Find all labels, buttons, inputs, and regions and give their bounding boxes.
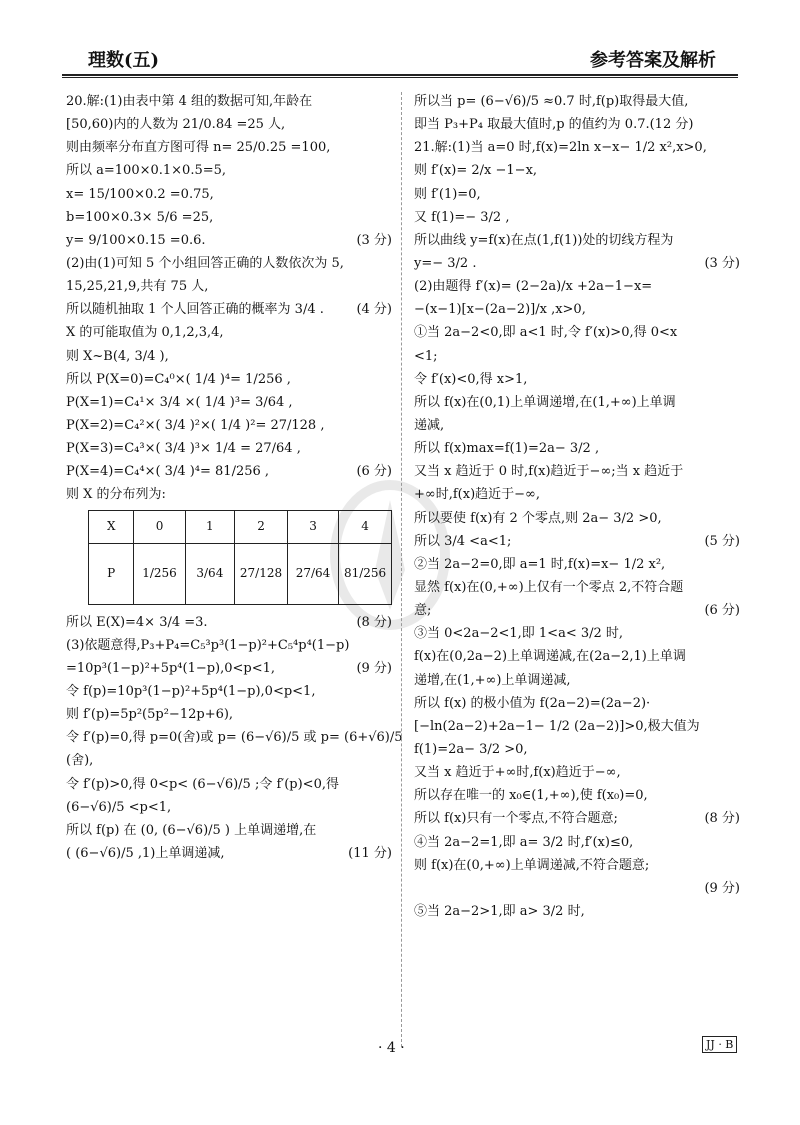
- text-line: [66, 821, 392, 841]
- table-cell: 27/128: [235, 543, 288, 604]
- table-cell: X: [89, 510, 134, 543]
- score-mark: (9 分): [356, 660, 392, 676]
- line-text: 则 X~B(4, 3/4 ),: [66, 348, 169, 364]
- line-text: (3)依题意得,P₃+P₄=C₅³p³(1−p)²+C₅⁴p⁴(1−p): [66, 637, 350, 653]
- line-text: [−ln(2a−2)+2a−1− 1/2 (2a−2)]>0,极大值为: [414, 718, 700, 734]
- text-line: [414, 138, 740, 158]
- table-row-x: [89, 510, 392, 543]
- text-line: [66, 613, 392, 633]
- line-text: [50,60)内的人数为 21/0.84 =25 人,: [66, 117, 286, 133]
- line-text: 所以 f(x)max=f(1)=2a− 3/2 ,: [414, 441, 600, 457]
- text-line: [66, 462, 392, 482]
- line-text: 所以 f(p) 在 (0, (6−√6)/5 ) 上单调递增,在: [66, 822, 317, 838]
- text-line: [414, 92, 740, 112]
- line-text: 则 X 的分布列为:: [66, 487, 166, 503]
- line-text: 所以 f(x)在(0,1)上单调递增,在(1,+∞)上单调: [414, 394, 676, 410]
- score-mark: (3 分): [704, 255, 740, 271]
- line-text: 20.解:(1)由表中第 4 组的数据可知,年龄在: [66, 94, 313, 109]
- text-line: [66, 485, 392, 505]
- line-text: ①当 2a−2<0,即 a<1 时,令 f′(x)>0,得 0<x: [414, 325, 678, 341]
- line-text: ③当 0<2a−2<1,即 1<a< 3/2 时,: [414, 626, 624, 642]
- text-line: [66, 705, 392, 725]
- line-text: 所以曲线 y=f(x)在点(1,f(1))处的切线方程为: [414, 232, 674, 248]
- text-line: [414, 323, 740, 343]
- text-line: [66, 728, 403, 748]
- line-text: =10p³(1−p)²+5p⁴(1−p),0<p<1,: [66, 660, 276, 676]
- text-line: [414, 485, 740, 505]
- line-text: 所以要使 f(x)有 2 个零点,则 2a− 3/2 >0,: [414, 510, 662, 526]
- table-cell: 1/256: [134, 543, 185, 604]
- text-line: [414, 393, 740, 413]
- line-text: 则 f′(p)=5p²(5p²−12p+6),: [66, 707, 234, 723]
- line-text: P(X=4)=C₄⁴×( 3/4 )⁴= 81/256 ,: [66, 464, 270, 480]
- text-line: [414, 462, 740, 482]
- table-cell: 3/64: [185, 543, 234, 604]
- score-mark: (3 分): [356, 232, 392, 248]
- text-line: [66, 138, 392, 158]
- text-line: [414, 902, 740, 922]
- right-column: [414, 92, 740, 925]
- line-text: b=100×0.3× 5/6 =25,: [66, 209, 214, 225]
- text-line: [66, 682, 392, 702]
- text-line: [414, 578, 740, 598]
- text-line: [414, 624, 740, 644]
- table-cell: 1: [185, 510, 234, 543]
- line-text: 令 f′(x)<0,得 x>1,: [414, 371, 528, 387]
- line-text: 所以 P(X=0)=C₄⁰×( 1/4 )⁴= 1/256 ,: [66, 371, 291, 387]
- line-text: 所以 E(X)=4× 3/4 =3.: [66, 614, 208, 630]
- column-divider: [401, 92, 402, 1047]
- line-text: ⑤当 2a−2>1,即 a> 3/2 时,: [414, 903, 585, 919]
- text-line: [414, 347, 740, 367]
- line-text: 令 f(p)=10p³(1−p)²+5p⁴(1−p),0<p<1,: [66, 683, 316, 699]
- line-text: 意;: [414, 603, 432, 619]
- text-line: [414, 254, 740, 274]
- text-line: [66, 300, 392, 320]
- line-text: 递减,: [414, 417, 445, 433]
- text-line: [66, 370, 392, 390]
- line-text: y= 9/100×0.15 =0.6.: [66, 232, 206, 248]
- text-line: [414, 786, 740, 806]
- text-line: [414, 300, 740, 320]
- text-line: [66, 636, 392, 656]
- table-cell: P: [89, 543, 134, 604]
- table-cell: 0: [134, 510, 185, 543]
- line-text: 令 f′(p)>0,得 0<p< (6−√6)/5 ;令 f′(p)<0,得: [66, 776, 339, 792]
- line-text: 则由频率分布直方图可得 n= 25/0.25 =100,: [66, 140, 331, 156]
- table-cell: 2: [235, 510, 288, 543]
- text-line: [414, 208, 740, 228]
- text-line: [414, 717, 740, 737]
- text-line: [66, 208, 392, 228]
- text-line: [414, 509, 740, 529]
- text-line: [66, 393, 392, 413]
- text-line: [66, 231, 392, 251]
- line-text: f(1)=2a− 3/2 >0,: [414, 741, 528, 757]
- text-line: [66, 798, 392, 818]
- line-text: 所以随机抽取 1 个人回答正确的概率为 3/4 .: [66, 302, 324, 318]
- table-cell: 4: [339, 510, 392, 543]
- header-rule: [62, 74, 738, 76]
- text-line: [66, 751, 392, 771]
- score-mark: (8 分): [704, 811, 740, 827]
- text-line: [66, 844, 392, 864]
- line-text: (2)由题得 f′(x)= (2−2a)/x +2a−1−x=: [414, 279, 653, 295]
- score-mark: (6 分): [356, 464, 392, 480]
- table-cell: 3: [287, 510, 338, 543]
- score-mark: (9 分): [704, 880, 740, 896]
- distribution-table: [88, 510, 392, 605]
- line-text: 21.解:(1)当 a=0 时,f(x)=2ln x−x− 1/2 x²,x>0,: [414, 140, 707, 156]
- text-line: [66, 92, 392, 112]
- line-text: +∞时,f(x)趋近于−∞,: [414, 487, 540, 503]
- text-line: [414, 740, 740, 760]
- text-line: [66, 254, 392, 274]
- text-line: [66, 115, 392, 135]
- line-text: 又 f(1)=− 3/2 ,: [414, 209, 510, 225]
- line-text: ④当 2a−2=1,即 a= 3/2 时,f′(x)≤0,: [414, 834, 634, 850]
- line-text: 所以 f(x)只有一个零点,不符合题意;: [414, 811, 618, 827]
- line-text: 则 f′(1)=0,: [414, 186, 481, 202]
- line-text: −(x−1)[x−(2a−2)]/x ,x>0,: [414, 302, 586, 318]
- line-text: 所以存在唯一的 x₀∈(1,+∞),使 f(x₀)=0,: [414, 788, 648, 804]
- line-text: f(x)在(0,2a−2)上单调递减,在(2a−2,1)上单调: [414, 649, 686, 665]
- line-text: 即当 P₃+P₄ 取最大值时,p 的值约为 0.7.(12 分): [414, 117, 694, 133]
- line-text: <1;: [414, 348, 438, 364]
- text-line: [414, 185, 740, 205]
- header-subject: 理数(五): [88, 50, 160, 71]
- page-number: · 4 ·: [378, 1040, 405, 1056]
- score-mark: (11 分): [348, 845, 392, 861]
- text-line: [66, 775, 392, 795]
- text-line: [414, 370, 740, 390]
- text-line: [414, 671, 740, 691]
- line-text: (6−√6)/5 <p<1,: [66, 799, 172, 815]
- line-text: 所以 f(x) 的极小值为 f(2a−2)=(2a−2)·: [414, 695, 651, 711]
- line-text: 又当 x 趋近于 0 时,f(x)趋近于−∞;当 x 趋近于: [414, 464, 684, 480]
- line-text: 显然 f(x)在(0,+∞)上仅有一个零点 2,不符合题: [414, 579, 684, 595]
- footer-code: JJ · B: [702, 1036, 737, 1053]
- table-row-p: [89, 543, 392, 604]
- text-line: [414, 809, 740, 829]
- text-line: [414, 161, 740, 181]
- text-line: [414, 879, 740, 899]
- line-text: 所以 a=100×0.1×0.5=5,: [66, 163, 227, 179]
- text-line: [66, 659, 392, 679]
- text-line: [66, 416, 392, 436]
- line-text: (舍),: [66, 753, 94, 769]
- line-text: y=− 3/2 .: [414, 255, 477, 271]
- text-line: [414, 277, 740, 297]
- text-line: [414, 833, 740, 853]
- header-title: 参考答案及解析: [590, 50, 716, 71]
- line-text: 令 f′(p)=0,得 p=0(舍)或 p= (6−√6)/5 或 p= (6+√6)/5: [66, 730, 403, 746]
- table-cell: 81/256: [339, 543, 392, 604]
- left-column: [66, 92, 403, 867]
- text-line: [66, 347, 392, 367]
- score-mark: (6 分): [704, 603, 740, 619]
- text-line: [414, 115, 740, 135]
- line-text: 递增,在(1,+∞)上单调递减,: [414, 672, 571, 688]
- line-text: 所以当 p= (6−√6)/5 ≈0.7 时,f(p)取得最大值,: [414, 94, 689, 109]
- score-mark: (5 分): [704, 533, 740, 549]
- table-cell: 27/64: [287, 543, 338, 604]
- text-line: [66, 277, 392, 297]
- text-line: [414, 601, 740, 621]
- text-line: [414, 647, 740, 667]
- score-mark: (8 分): [356, 614, 392, 630]
- text-line: [414, 416, 740, 436]
- text-line: [414, 231, 740, 251]
- text-line: [414, 763, 740, 783]
- text-line: [66, 161, 392, 181]
- text-line: [414, 532, 740, 552]
- text-line: [414, 555, 740, 575]
- line-text: (2)由(1)可知 5 个小组回答正确的人数依次为 5,: [66, 255, 344, 271]
- line-text: P(X=2)=C₄²×( 3/4 )²×( 1/4 )²= 27/128 ,: [66, 417, 325, 433]
- header-rule-thin: [62, 77, 738, 78]
- line-text: 15,25,21,9,共有 75 人,: [66, 279, 209, 295]
- text-line: [66, 323, 392, 343]
- line-text: P(X=1)=C₄¹× 3/4 ×( 1/4 )³= 3/64 ,: [66, 394, 293, 410]
- score-mark: (4 分): [356, 302, 392, 318]
- line-text: ( (6−√6)/5 ,1)上单调递减,: [66, 845, 225, 861]
- line-text: 所以 3/4 <a<1;: [414, 533, 512, 549]
- line-text: ②当 2a−2=0,即 a=1 时,f(x)=x− 1/2 x²,: [414, 556, 666, 572]
- line-text: x= 15/100×0.2 =0.75,: [66, 186, 214, 202]
- text-line: [66, 439, 392, 459]
- text-line: [414, 439, 740, 459]
- text-line: [66, 185, 392, 205]
- text-line: [414, 694, 740, 714]
- page-header: [0, 0, 800, 78]
- line-text: P(X=3)=C₄³×( 3/4 )³× 1/4 = 27/64 ,: [66, 441, 301, 457]
- text-line: [414, 856, 740, 876]
- line-text: 则 f′(x)= 2/x −1−x,: [414, 163, 538, 179]
- line-text: 又当 x 趋近于+∞时,f(x)趋近于−∞,: [414, 765, 621, 781]
- line-text: X 的可能取值为 0,1,2,3,4,: [66, 325, 224, 341]
- line-text: 则 f(x)在(0,+∞)上单调递减,不符合题意;: [414, 857, 650, 873]
